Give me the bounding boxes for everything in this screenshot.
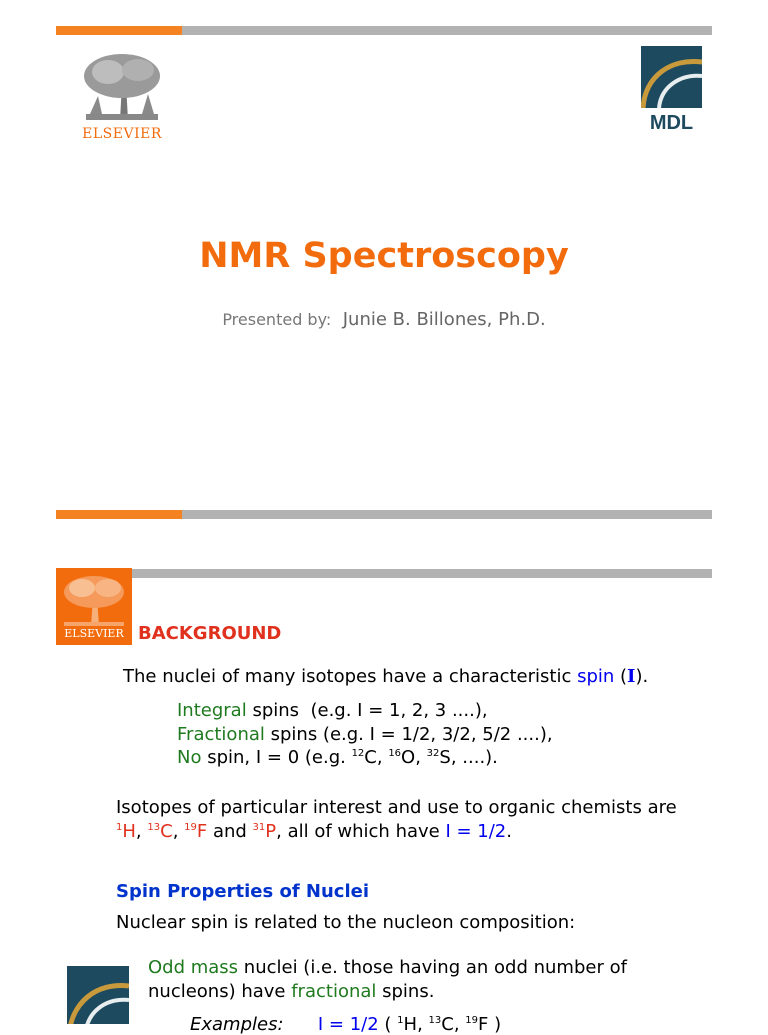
intro-text: The nuclei of many isotopes have a characteristic bbox=[123, 666, 578, 687]
elsevier-tree-icon bbox=[80, 50, 164, 124]
examples-value: I = 1/2 bbox=[317, 1014, 379, 1035]
mdl-arc-icon bbox=[67, 966, 129, 1024]
elsevier-logo-box bbox=[56, 568, 132, 645]
separator: , bbox=[135, 821, 148, 842]
fractional-word: fractional bbox=[291, 981, 377, 1002]
intro-spin-symbol: I bbox=[627, 666, 636, 687]
element: F ) bbox=[478, 1014, 502, 1035]
mdl-logo bbox=[641, 46, 702, 138]
slide2-top-bar bbox=[56, 569, 712, 578]
element: H bbox=[122, 821, 136, 842]
no-spin-line bbox=[177, 747, 498, 768]
fractional-rest: spins (e.g. I = 1/2, 3/2, 5/2 ....), bbox=[264, 724, 553, 745]
element: P bbox=[265, 821, 277, 842]
element: O, bbox=[401, 747, 427, 768]
intro-open-paren: ( bbox=[614, 666, 628, 687]
section-heading: BACKGROUND bbox=[138, 623, 282, 644]
mass-number: 16 bbox=[388, 748, 402, 759]
element: C, bbox=[364, 747, 389, 768]
mdl-arc-icon bbox=[641, 46, 702, 108]
examples-label: Examples: bbox=[190, 1014, 284, 1035]
examples-line-partial bbox=[190, 1014, 501, 1035]
mass-number: 1 bbox=[397, 1015, 404, 1026]
no-spin-rest: spin, I = 0 (e.g. bbox=[201, 747, 352, 768]
slide1-top-bar bbox=[56, 26, 712, 35]
slide1-bottom-bar bbox=[56, 510, 712, 519]
element: C bbox=[160, 821, 173, 842]
integral-rest: spins (e.g. I = 1, 2, 3 ....), bbox=[246, 700, 488, 721]
integral-spins-line bbox=[177, 700, 488, 721]
mass-number: 32 bbox=[426, 748, 440, 759]
mdl-wordmark: MDL bbox=[649, 112, 694, 134]
separator: and bbox=[207, 821, 253, 842]
elsevier-logo bbox=[80, 50, 164, 145]
intro-line bbox=[123, 666, 648, 687]
odd-mass-line-2 bbox=[148, 981, 434, 1002]
odd-mass-rest: nuclei (i.e. those having an odd number of bbox=[238, 957, 627, 978]
element: H, bbox=[403, 1014, 429, 1035]
separator: , all of which have bbox=[276, 821, 446, 842]
no-spin-word: No bbox=[177, 747, 202, 768]
slide1-top-bar-accent bbox=[56, 26, 182, 35]
mass-number: 1 bbox=[116, 822, 123, 833]
period: . bbox=[506, 821, 512, 842]
presenter-line bbox=[0, 309, 768, 330]
element: C, bbox=[441, 1014, 466, 1035]
isotopes-line-2 bbox=[116, 821, 512, 842]
element: S, ....). bbox=[439, 747, 498, 768]
spin-half: I = 1/2 bbox=[445, 821, 507, 842]
intro-close-paren: ). bbox=[635, 666, 649, 687]
odd-mass-end: spins. bbox=[376, 981, 435, 1002]
nuclear-spin-text: Nuclear spin is related to the nucleon composition: bbox=[116, 912, 576, 933]
intro-spin-word: spin bbox=[577, 666, 615, 687]
presenter-name: Junie B. Billones, Ph.D. bbox=[342, 309, 546, 330]
odd-mass-text: nucleons) have bbox=[148, 981, 292, 1002]
mass-number: 31 bbox=[252, 822, 266, 833]
fractional-spins-line bbox=[177, 724, 553, 745]
subheading: Spin Properties of Nuclei bbox=[116, 881, 370, 902]
elsevier-wordmark-box: ELSEVIER bbox=[64, 627, 124, 640]
mdl-logo-small bbox=[67, 966, 129, 1024]
mass-number: 13 bbox=[147, 822, 161, 833]
elsevier-wordmark: ELSEVIER bbox=[82, 126, 162, 142]
mass-number: 19 bbox=[184, 822, 197, 833]
odd-mass-word: Odd mass bbox=[148, 957, 239, 978]
examples-rest: ( bbox=[378, 1014, 398, 1035]
fractional-word: Fractional bbox=[177, 724, 265, 745]
presented-by-label: Presented by: bbox=[222, 310, 332, 329]
mass-number: 19 bbox=[465, 1015, 479, 1026]
odd-mass-line-1 bbox=[148, 957, 627, 978]
mass-number: 13 bbox=[428, 1015, 442, 1026]
elsevier-tree-icon bbox=[56, 568, 132, 628]
slide-title: NMR Spectroscopy bbox=[199, 236, 569, 276]
isotopes-line-1: Isotopes of particular interest and use to organic chemists are bbox=[116, 797, 677, 818]
mass-number: 12 bbox=[351, 748, 365, 759]
integral-word: Integral bbox=[177, 700, 247, 721]
separator: , bbox=[172, 821, 185, 842]
slide1-bottom-bar-accent bbox=[56, 510, 182, 519]
element: F bbox=[196, 821, 208, 842]
